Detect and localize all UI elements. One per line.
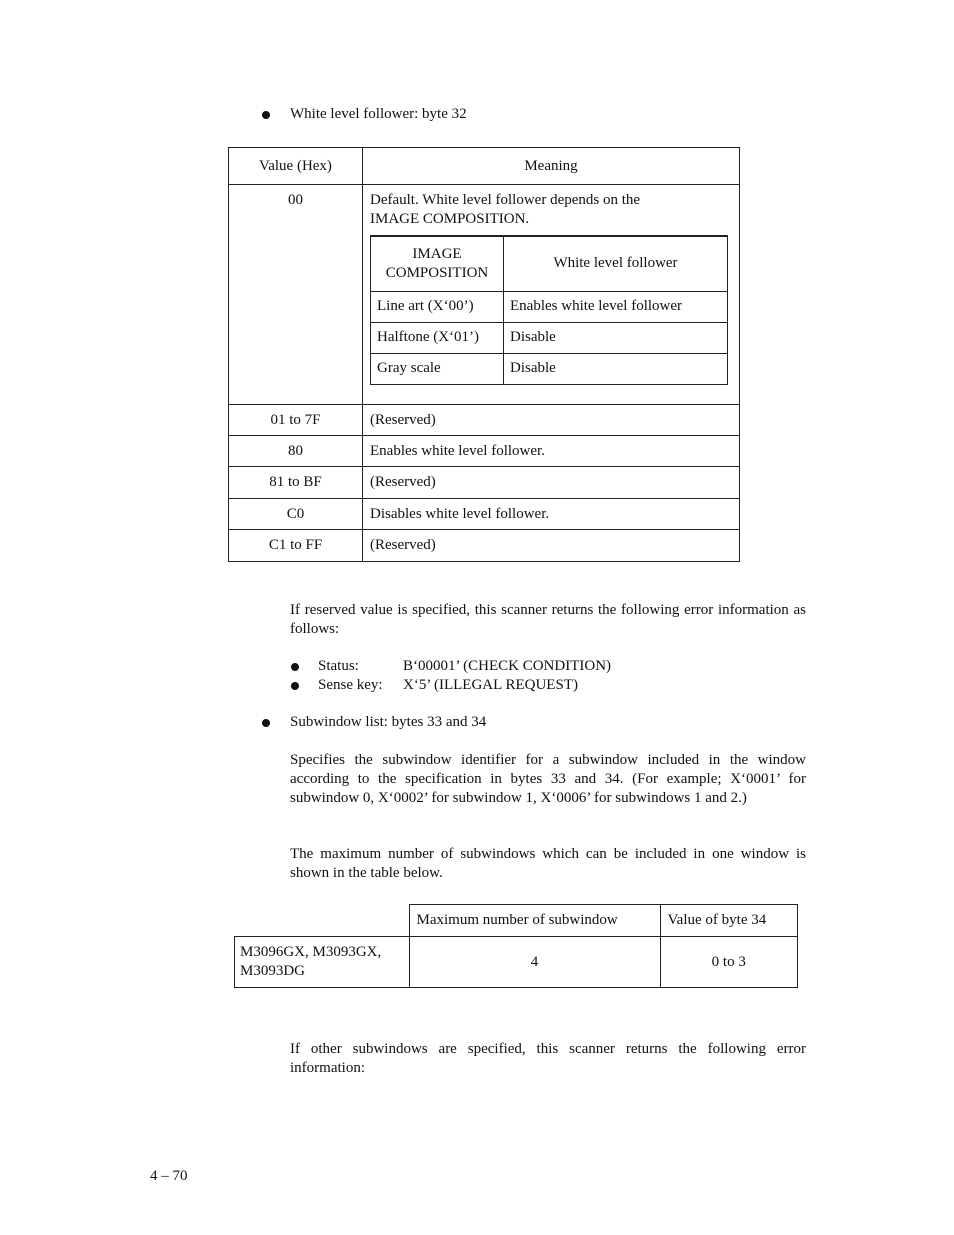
byte34-value-cell: 0 to 3: [660, 937, 798, 988]
value-cell: C0: [229, 499, 363, 530]
inner-header-composition: [371, 236, 504, 291]
sense-key-value: X‘5’ (ILLEGAL REQUEST): [403, 677, 578, 693]
meaning-line: Default. White level follower depends on the: [370, 192, 641, 208]
value-cell: 01 to 7F: [229, 405, 363, 436]
subwindow-table: [234, 904, 798, 988]
col-header-meaning: Meaning: [363, 148, 740, 185]
meaning-cell: Enables white level follower.: [363, 436, 740, 467]
value-cell: 81 to BF: [229, 467, 363, 499]
white-level-table: [228, 147, 740, 562]
col-header-value-byte34: Value of byte 34: [660, 905, 798, 937]
sense-key-label: Sense key:: [318, 677, 383, 693]
max-subwindow-cell: 4: [409, 937, 660, 988]
subwindow-paragraph: Specifies the subwindow identifier for a subwindow included in the window according to the specification in bytes 33 and 34. (For example; X‘0001’ for subwindow 0, X‘0002’ for subwindow 1, X‘0006’ for subwindows 1 and 2.): [290, 752, 806, 806]
value-cell: 80: [229, 436, 363, 467]
status-label: Status:: [318, 658, 359, 674]
model-line: M3096GX, M3093GX,: [240, 944, 382, 960]
inner-cell: Gray scale: [371, 353, 504, 384]
meaning-cell: (Reserved): [363, 467, 740, 499]
image-composition-table: [370, 235, 728, 385]
inner-cell: Enables white level follower: [504, 291, 728, 322]
inner-cell: Line art (X‘00’): [371, 291, 504, 322]
value-cell: C1 to FF: [229, 530, 363, 562]
col-header-value: Value (Hex): [229, 148, 363, 185]
inner-header-follower: White level follower: [504, 236, 728, 291]
value-cell: 00: [229, 185, 363, 405]
inner-header-line: COMPOSITION: [385, 264, 489, 281]
reserved-error-paragraph: If reserved value is specified, this scanner returns the following error information as follows:: [290, 602, 806, 637]
col-header-max-subwindow: Maximum number of subwindow: [409, 905, 660, 937]
inner-cell: Disable: [504, 322, 728, 353]
bullet-dot: [291, 663, 299, 671]
inner-cell: Disable: [504, 353, 728, 384]
meaning-line: IMAGE COMPOSITION.: [370, 211, 530, 227]
max-subwindow-paragraph: The maximum number of subwindows which can be included in one window is shown in the table below.: [290, 846, 806, 881]
page-number: 4 – 70: [150, 1168, 188, 1184]
meaning-cell: (Reserved): [363, 405, 740, 436]
model-cell: [235, 937, 410, 988]
meaning-cell: (Reserved): [363, 530, 740, 562]
bullet-dot: [291, 682, 299, 690]
section-heading-white-level: White level follower: byte 32: [290, 106, 467, 122]
status-value: B‘00001’ (CHECK CONDITION): [403, 658, 612, 674]
section-heading-subwindow: Subwindow list: bytes 33 and 34: [290, 714, 487, 730]
meaning-cell: [363, 185, 740, 405]
bullet-dot: [262, 719, 270, 727]
inner-cell: Halftone (X‘01’): [371, 322, 504, 353]
model-line: M3093DG: [240, 963, 306, 979]
meaning-cell: Disables white level follower.: [363, 499, 740, 530]
inner-header-line: IMAGE: [412, 245, 462, 262]
empty-header-cell: [235, 905, 410, 937]
bullet-dot: [262, 111, 270, 119]
other-subwindows-paragraph: If other subwindows are specified, this scanner returns the following error information:: [290, 1041, 806, 1076]
